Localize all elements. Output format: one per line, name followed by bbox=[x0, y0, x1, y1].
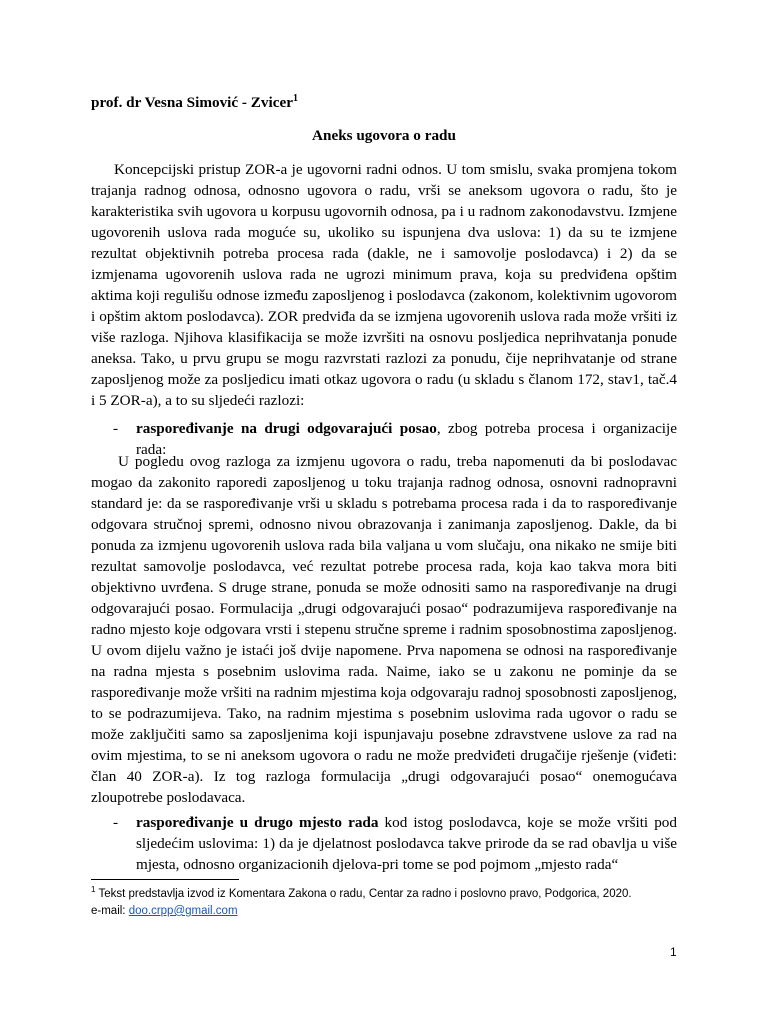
page-number: 1 bbox=[670, 945, 677, 959]
author-line bbox=[91, 93, 298, 112]
footnote-line bbox=[91, 881, 632, 903]
bullet-dash: - bbox=[113, 814, 119, 831]
bullet-dash: - bbox=[113, 420, 119, 437]
bullet-bold-term: raspoređivanje u drugo mjesto rada bbox=[136, 814, 379, 831]
paragraph-explanation: U pogledu ovog razloga za izmjenu ugovora o radu, treba napomenuti da bi poslodavac mogao da zakonito raporedi zaposljenog u toku trajanja radnog odnosa, osnovni radnopravni standard je: da se raspoređivanje vrši u skladu s potrebama procesa rada i da to raspoređivanje odgovara stručnoj spremi, odnosno nivou obrazovanja i zanimanja zaposljenog. Dakle, da bi ponuda za izmjenu ugovorenih uslova rada bila valjana u vom slučaju, ona nikako ne smije biti rezultat samovolje poslodavca, već rezultat potrebe procesa rada, koja kao takva mora biti objektivno uvrđena. S druge strane, ponuda se može odnositi samo na raspoređivanje na drugi odgovarajući posao. Formulacija „drugi odgovarajući posao“ podrazumijeva raspoređivanje na radno mjesto koje odgovara vrsti i stepenu stručne spreme i radnim sposobnostima zaposljenog. U ovom dijelu važno je istaći još dvije napomene. Prva napomena se odnosi na raspoređivanje na radna mjesta s posebnim uslovima rada. Naime, iako se u zakonu ne pominje da se raspoređivanje može vršiti na radnim mjestima koja odgovaraju radnoj sposobnosti zaposljenog, to se podrazumijeva. Tako, na radnim mjestima s posebnim uslovima rada ugovor o radu se može zaključiti samo sa zaposljenima koji ispunjavaju posebne zdravstvene uslove za rad na ovim mjestima, to se ni aneksom ugovora o radu ne može predviđeti drugačije rješenje (viđeti: član 40 ZOR-a). Iz tog razloga formulacija „drugi odgovarajući posao“ onemogućava zloupotrebe poslodavaca. bbox=[91, 453, 677, 806]
footnote-separator bbox=[91, 879, 239, 880]
author-name: prof. dr Vesna Simović - Zvicer bbox=[91, 94, 293, 112]
document-title: Aneks ugovora o radu bbox=[312, 127, 456, 144]
paragraph-intro: Koncepcijski pristup ZOR-a je ugovorni radni odnos. U tom smislu, svaka promjena tokom trajanja radnog odnosa, odnosno ugovora o radu, vrši se aneksom ugovora o radu, što je karakteristika svih ugovora u korpusu ugovornih odnosa, pa i u radnom zakonodavstvu. Izmjene ugovorenih uslova rada moguće su, ukoliko su ispunjena dva uslova: 1) da su te izmjene rezultat objektivnih potreba procesa rada (dakle, ne i samovolje poslodavca) i 2) da se izmjenama ugovorenih uslova rada ne ugrozi minimum prava, koja su predviđena opštim aktima koji regulišu odnose između zaposljenog i poslodavca (zakonom, kolektivnim ugovorom i opštim aktom poslodavca). ZOR predviđa da se izmjena ugovorenih uslova rada može vršiti iz više razloga. Njihova klasifikacija se može izvršiti na osnovu posljedica neprihvatanja ponude aneksa. Tako, u prvu grupu se mogu razvrstati razlozi za ponudu, čije neprihvatanje od strane zaposljenog može za posljedicu imati otkaz ugovora o radu (u skladu s članom 172, stav1, tač.4 i 5 ZOR-a), a to su sljedeći razlozi: bbox=[91, 161, 677, 409]
footnote bbox=[91, 881, 632, 920]
email-line bbox=[91, 903, 632, 920]
footnote-mark: 1 bbox=[91, 885, 96, 894]
bullet-bold-term: raspoređivanje na drugi odgovarajući posao bbox=[136, 420, 437, 437]
bullet-rest: kod istog poslodavca, koje se može vršiti pod sljedećim uslovima: 1) da je djelatnost poslodavca takve prirode da se rad obavlja u više mjesta, odnosno organizacionih djelova-pri tome se pod pojmom „mjesto rada“ bbox=[136, 814, 677, 873]
footnote-reference[interactable]: 1 bbox=[292, 93, 298, 104]
email-label: e-mail: bbox=[91, 904, 129, 917]
bullet-text bbox=[136, 812, 677, 875]
email-link[interactable]: doo.crpp@gmail.com bbox=[128, 904, 238, 917]
footnote-text: Tekst predstavlja izvod iz Komentara Zakona o radu, Centar za radno i poslovno pravo, Podgorica, 2020. bbox=[95, 887, 632, 900]
bullet-rest: , zbog potreba procesa i organizacije rada: bbox=[136, 420, 677, 458]
